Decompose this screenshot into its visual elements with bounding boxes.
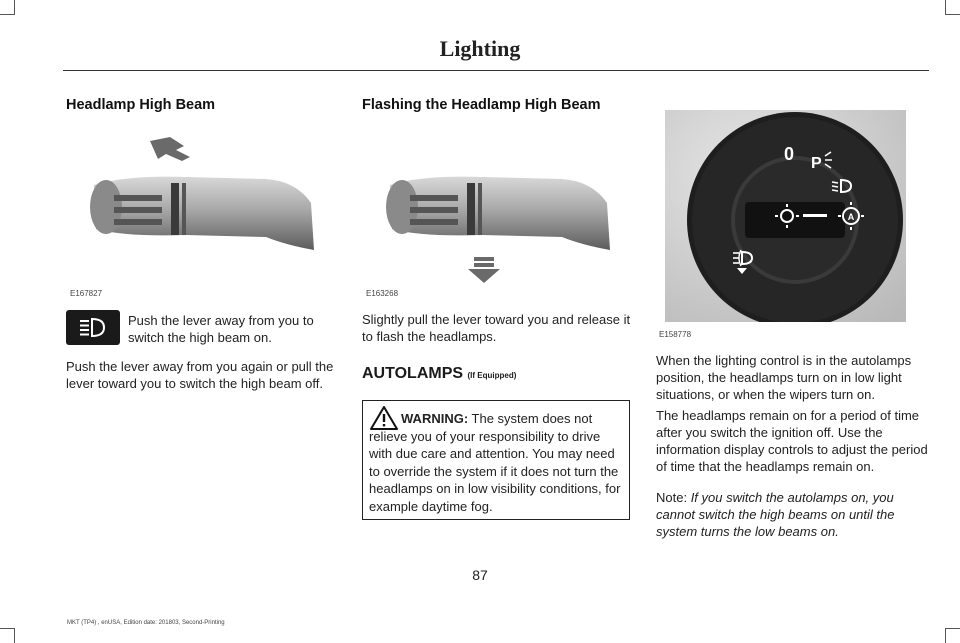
header-rule xyxy=(63,70,929,71)
autolamps-if-equipped: (If Equipped) xyxy=(467,371,517,380)
warning-paragraph xyxy=(369,410,623,515)
warning-label: WARNING: xyxy=(401,411,469,426)
svg-text:A: A xyxy=(847,212,855,222)
crop-mark-bottom-right xyxy=(945,628,960,643)
paragraph-push-lever: Push the lever away from you to switch the high beam on. xyxy=(128,313,314,345)
crop-mark-top-right xyxy=(945,0,960,15)
footer-edition-text: MKT (TP4) , enUSA, Edition date: 201803, Second-Printing xyxy=(67,620,225,626)
section-heading-high-beam: Headlamp High Beam xyxy=(66,97,216,113)
note-text: If you switch the autolamps on, you cannot switch the high beams on until the system turns the low beams on. xyxy=(656,490,895,539)
warning-text: The system does not relieve you of your responsibility to drive with due care and attention. You may need to override the system if it does not turn the headlamps on in low visibility conditions, for example daytime fog. xyxy=(369,411,621,514)
figure-id-e158778: E158778 xyxy=(659,330,692,339)
figure-id-e167827: E167827 xyxy=(70,289,103,298)
note-paragraph xyxy=(656,489,928,540)
page-number: 87 xyxy=(472,567,488,583)
page-title: Lighting xyxy=(439,36,521,61)
crop-mark-bottom-left xyxy=(0,628,15,643)
figure-id-e163268: E163268 xyxy=(366,289,399,298)
svg-text:P: P xyxy=(811,155,822,172)
dial-off-label: 0 xyxy=(783,144,795,164)
lever-push-figure xyxy=(66,125,334,295)
paragraph-headlamps-remain-on: The headlamps remain on for a period of time after you switch the ignition off. Use the information display controls to adjust the period of time that the headlamps remain on. xyxy=(656,408,928,474)
paragraph-autolamps-position: When the lighting control is in the autolamps position, the headlamps turn on in low light situations, or when the wipers turn on. xyxy=(656,353,912,402)
lever-pull-figure xyxy=(362,125,630,295)
paragraph-high-beam-off: Push the lever away from you again or pull the lever toward you to switch the high beam off. xyxy=(66,359,334,391)
section-heading-autolamps xyxy=(362,365,516,383)
warning-box xyxy=(362,400,630,520)
note-label: Note: xyxy=(656,490,688,505)
crop-mark-top-left xyxy=(0,0,15,15)
section-heading-flashing: Flashing the Headlamp High Beam xyxy=(362,97,601,113)
arrow-toward-icon xyxy=(468,257,500,283)
paragraph-flash-headlamps: Slightly pull the lever toward you and release it to flash the headlamps. xyxy=(362,312,631,344)
lighting-control-figure xyxy=(665,110,906,322)
arrow-away-icon xyxy=(150,137,190,161)
warning-triangle-icon xyxy=(369,405,399,436)
high-beam-icon xyxy=(66,310,120,345)
autolamps-title: AUTOLAMPS xyxy=(362,365,464,382)
